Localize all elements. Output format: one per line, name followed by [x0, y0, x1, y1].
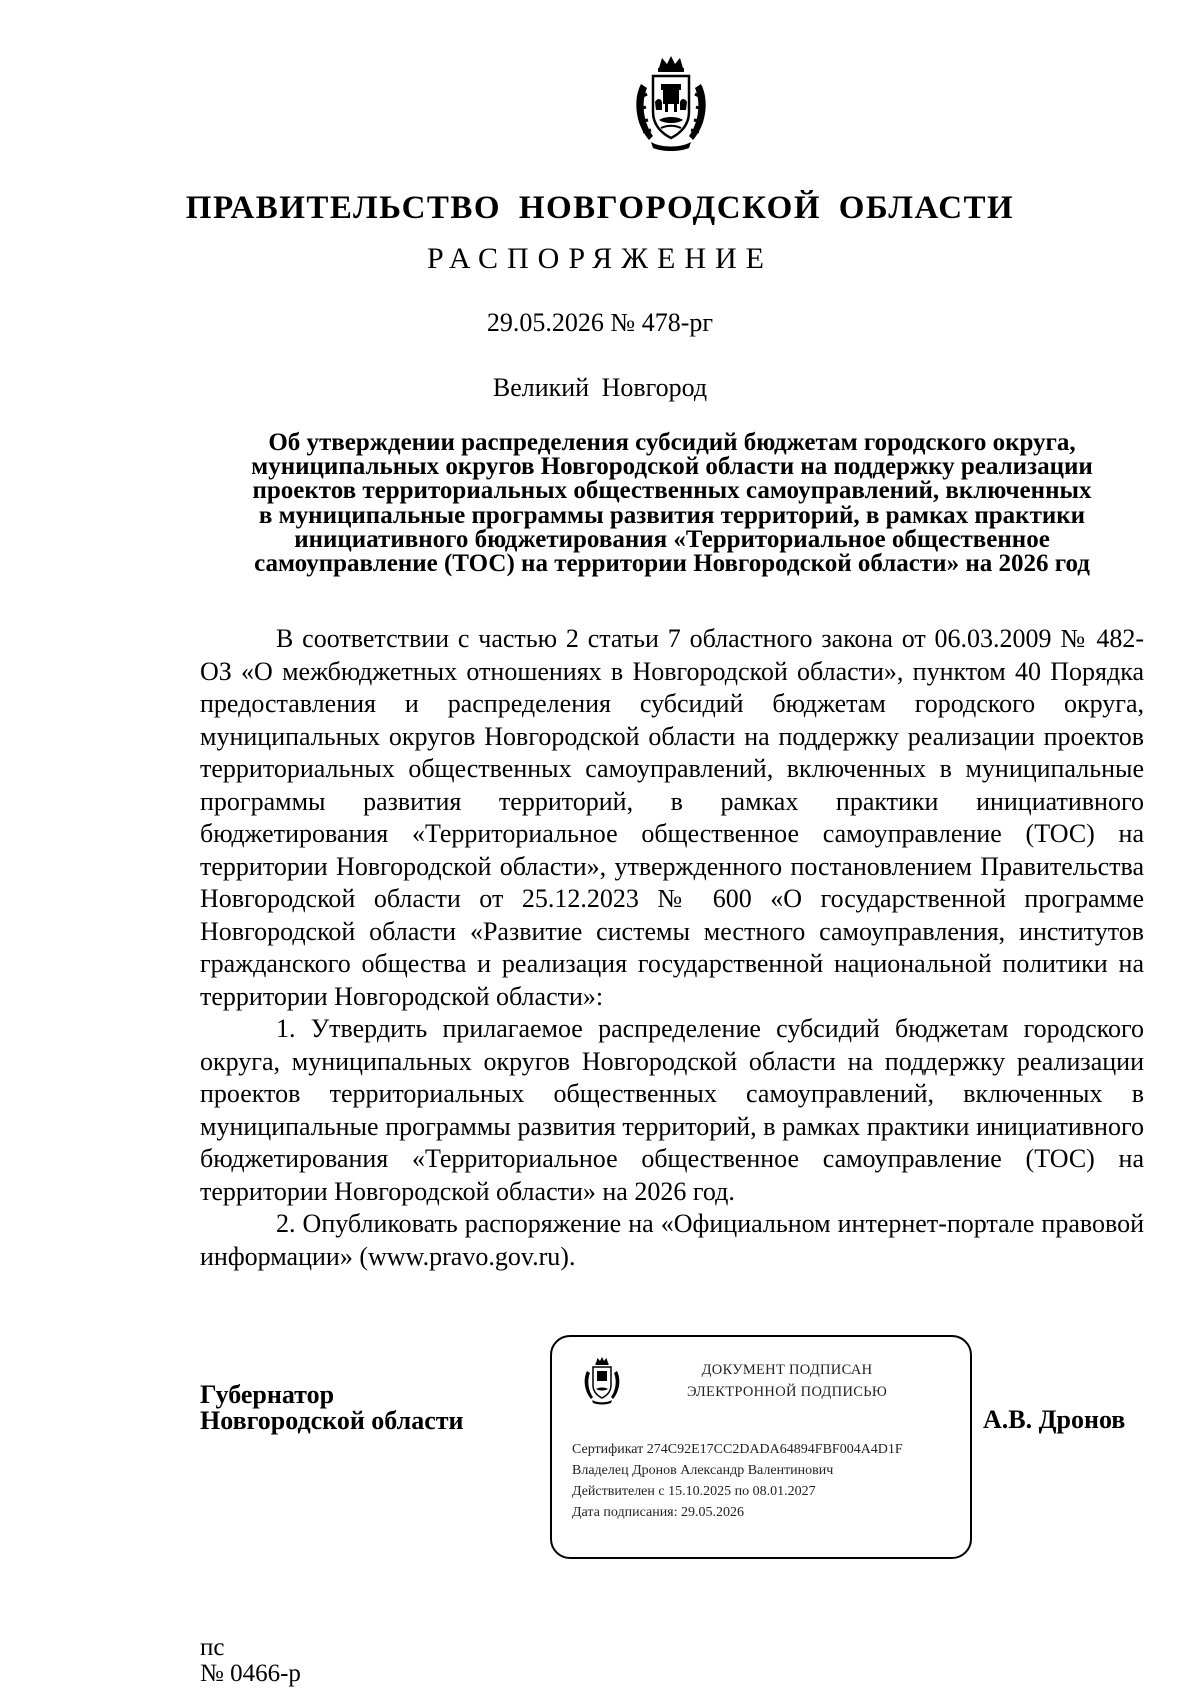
- stamp-heading: [672, 1359, 902, 1403]
- subject-line: муниципальных округов Новгородской области на поддержку реализации: [251, 453, 1093, 481]
- stamp-signed-date: Дата подписания: 29.05.2026: [572, 1505, 745, 1520]
- stamp-coat-of-arms-icon: [582, 1355, 622, 1407]
- clause-2-paragraph: 2. Опубликовать распоряжение на «Официальном интернет-портале правовой информации» (www.pravo.gov.ru).: [200, 1209, 1144, 1271]
- document-type: РАСПОРЯЖЕНИЕ: [426, 242, 774, 275]
- footer-number-line: № 0466-р: [200, 1660, 301, 1687]
- document-subject: [200, 431, 1144, 576]
- stamp-heading-line: ДОКУМЕНТ ПОДПИСАН: [701, 1362, 873, 1378]
- electronic-signature-stamp: [550, 1335, 972, 1559]
- signer-title: Губернатор: [200, 1380, 335, 1409]
- subject-line: самоуправление (ТОС) на территории Новгородской области» на 2026 год: [254, 550, 1090, 578]
- subject-line: проектов территориальных общественных самоуправлений, включенных: [252, 477, 1092, 505]
- issue-city: Великий Новгород: [492, 373, 708, 402]
- signer-name: А.В. Дронов: [983, 1405, 1126, 1434]
- footer-registration: [200, 1635, 301, 1687]
- stamp-heading-line: ЭЛЕКТРОННОЙ ПОДПИСЬЮ: [686, 1384, 888, 1400]
- signer-position: [200, 1382, 464, 1434]
- government-title: ПРАВИТЕЛЬСТВО НОВГОРОДСКОЙ ОБЛАСТИ: [185, 190, 1015, 226]
- preamble-paragraph: В соответствии с частью 2 статьи 7 областного закона от 06.03.2009 № 482-ОЗ «О межбюджетных отношениях в Новгородской области», пунктом 40 Порядка предоставления и распределения субсидий бюджетам городского округа, муниципальных округов Новгородской области на поддержку реализации проектов территориальных общественных самоуправлений, включенных в муниципальные программы развития территорий, в рамках практики инициативного бюджетирования «Территориальное общественное самоуправление (ТОС) на территории Новгородской области», утвержденного постановлением Правительства Новгородской области от 25.12.2023 № 600 «О государственной программе Новгородской области «Развитие системы местного самоуправления, институтов гражданского общества и реализация государственной национальной политики на территории Новгородской области»:: [200, 624, 1144, 1011]
- stamp-certificate: Сертификат 274C92E17CC2DADA64894FBF004A4D1F: [572, 1442, 903, 1457]
- document-date-number: 29.05.2026 № 478-рг: [486, 308, 714, 337]
- stamp-validity: Действителен с 15.10.2025 по 08.01.2027: [572, 1484, 816, 1499]
- document-body: [200, 623, 1144, 1273]
- clause-1-paragraph: 1. Утвердить прилагаемое распределение субсидий бюджетам городского округа, муниципальных округов Новгородской области на поддержку реализации проектов территориальных общественных самоуправлений, включенных в муниципальные программы развития территорий, в рамках практики инициативного бюджетирования «Территориальное общественное самоуправление (ТОС) на территории Новгородской области» на 2026 год.: [200, 1014, 1144, 1206]
- novgorod-coat-of-arms-icon: [631, 54, 711, 154]
- signer-region: Новгородской области: [200, 1406, 464, 1435]
- subject-line: в муниципальные программы развития территорий, в рамках практики: [258, 501, 1086, 529]
- subject-line: инициативного бюджетирования «Территориальное общественное: [294, 525, 1050, 553]
- subject-line: Об утверждении распределения субсидий бюджетам городского округа,: [268, 429, 1076, 456]
- footer-code-line: пс: [200, 1634, 225, 1661]
- stamp-owner: Владелец Дронов Александр Валентинович: [572, 1463, 834, 1478]
- stamp-details: [572, 1439, 903, 1523]
